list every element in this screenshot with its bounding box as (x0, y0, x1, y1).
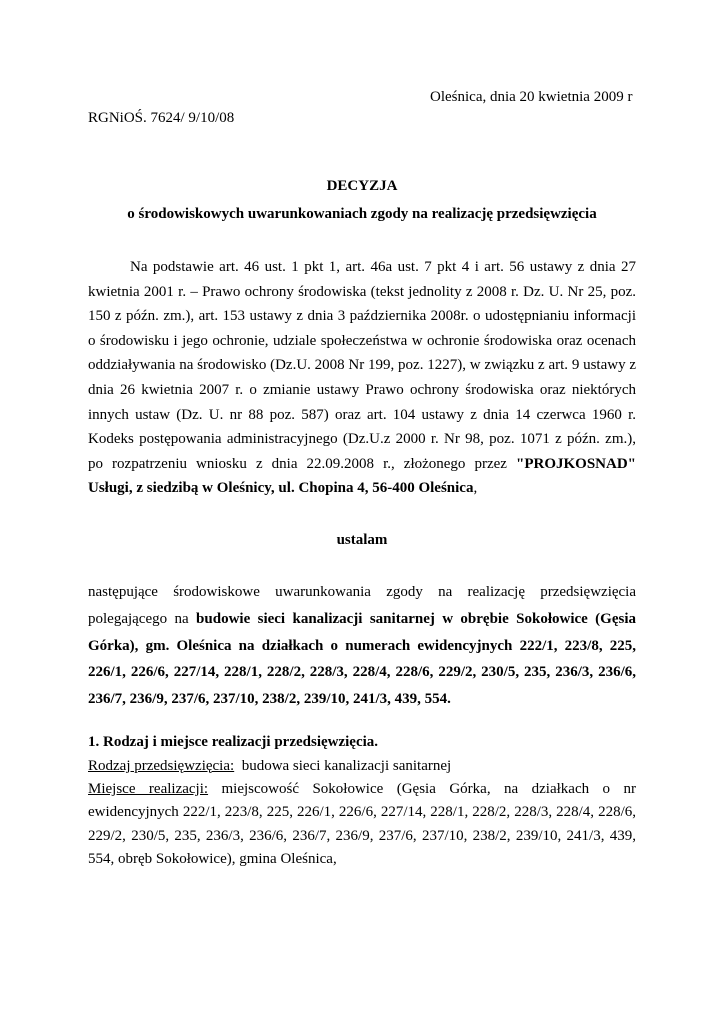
project-type-value: budowa sieci kanalizacji sanitarnej (234, 758, 452, 774)
applicant-name: "PROJKOSNAD" Usługi, z siedzibą w Oleśnicy, ul. Chopina 4, 56-400 Oleśnica (88, 455, 636, 497)
conditions-text: następujące środowiskowe uwarunkowania zgody na realizację przedsięwzięcia polegającego na (88, 584, 636, 627)
project-location-paragraph (88, 778, 636, 871)
decision-word: ustalam (336, 532, 388, 548)
project-location-value: miejscowość Sokołowice (Gęsia Górka, na działkach o nr ewidencyjnych 222/1, 223/8, 225, 226/1, 226/6, 227/14, 228/1, 228/2, 228/3, 228/4, 228/6, 229/2, 230/5, 235, 236/3, 236/6, 236/7, 236/9, 237/6, 237/10, 238/2, 239/10, 241/3, 439, 554, obręb Sokołowice), gmina Oleśnica, (88, 781, 636, 867)
project-location-label: Miejsce realizacji: (88, 781, 209, 797)
document-title: DECYZJA (326, 178, 398, 194)
project-description: budowie sieci kanalizacji sanitarnej w obrębie Sokołowice (Gęsia Górka), gm. Oleśnica na działkach o numerach ewidencyjnych 222/1, 223/8, 225, 226/1, 226/6, 227/14, 228/1, 228/2, 228/3, 228/4, 228/6, 229/2, 230/5, 235, 236/3, 236/6, 236/7, 236/9, 237/6, 237/10, 238/2, 239/10, 241/3, 439, 554. (88, 610, 636, 708)
project-type-line (88, 757, 451, 775)
legal-basis-text: Na podstawie art. 46 ust. 1 pkt 1, art. 46a ust. 7 pkt 4 i art. 56 ustawy z dnia 27 kwietnia 2001 r. – Prawo ochrony środowiska (tekst jednolity z 2008 r. Dz. U. Nr 25, poz. 150 z późn. zm.), art. 153 ustawy z dnia 3 października 2008r. o udostępnianiu informacji o środowisku i jego ochronie, udziale społeczeństwa w ochronie środowiska oraz ocenach oddziaływania na środowisko (Dz.U. 2008 Nr 199, poz. 1227), w związku z art. 9 ustawy z dnia 26 kwietnia 2007 r. o zmianie ustawy Prawo ochrony środowiska oraz niektórych innych ustaw (Dz. U. nr 88 poz. 587) oraz art. 104 ustawy z dnia 14 czerwca 1960 r. Kodeks postępowania administracyjnego (Dz.U.z 2000 r. Nr 98, poz. 1071 z późn. zm.), po rozpatrzeniu wniosku z dnia 22.09.2008 r., złożonego przez (88, 259, 636, 472)
place-and-date: Oleśnica, dnia 20 kwietnia 2009 r (430, 89, 633, 105)
legal-basis-end: , (473, 480, 478, 497)
project-type-label: Rodzaj przedsięwzięcia: (88, 758, 235, 774)
reference-number: RGNiOŚ. 7624/ 9/10/08 (88, 110, 235, 126)
document-subtitle: o środowiskowych uwarunkowaniach zgody na realizację przedsięwzięcia (127, 206, 597, 222)
legal-basis-paragraph (88, 255, 636, 501)
section-1-heading: 1. Rodzaj i miejsce realizacji przedsięwzięcia. (88, 734, 379, 750)
conditions-paragraph (88, 579, 636, 713)
